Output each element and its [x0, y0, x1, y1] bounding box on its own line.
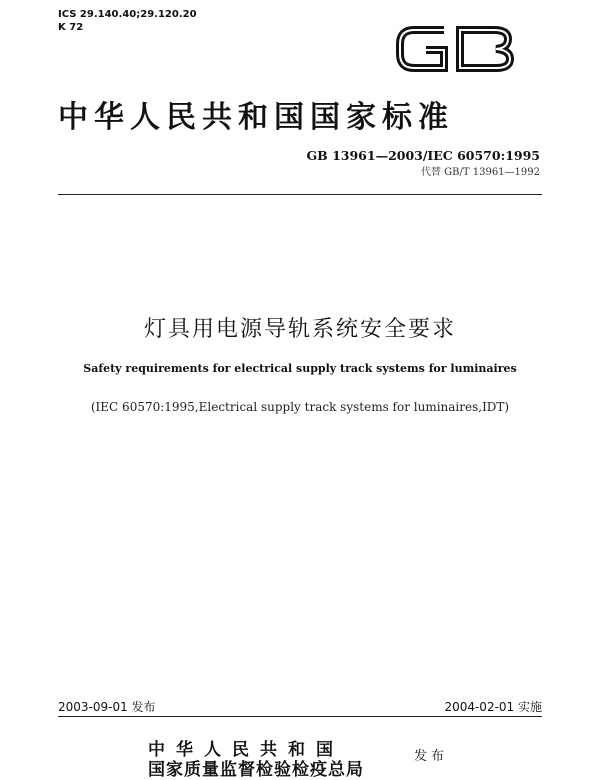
chinese-title: 灯具用电源导轨系统安全要求 [143, 317, 456, 342]
ccs-code: K 72 [58, 22, 84, 33]
top-divider [58, 194, 542, 195]
bottom-divider [58, 716, 542, 717]
publish-label: 发布 [414, 749, 449, 764]
gb-logo [392, 20, 522, 78]
standard-category: 中华人民共和国国家标准 [58, 100, 454, 135]
iec-reference: (IEC 60570:1995,Electrical supply track systems for luminaires,IDT) [90, 400, 510, 414]
issuer-line-1: 中华人民共和国 [148, 740, 344, 760]
issuer-line-2: 国家质量监督检验检疫总局 [148, 760, 364, 780]
standard-number: GB 13961—2003/IEC 60570:1995 [306, 148, 540, 163]
replaces-standard: 代替 GB/T 13961—1992 [421, 167, 540, 178]
english-title: Safety requirements for electrical supply track systems for luminaires [83, 362, 517, 375]
classification-codes [58, 8, 197, 34]
issue-date: 2003-09-01 发布 [58, 700, 156, 714]
implementation-date: 2004-02-01 实施 [444, 700, 542, 714]
ics-code: ICS 29.140.40;29.120.20 [58, 9, 197, 20]
